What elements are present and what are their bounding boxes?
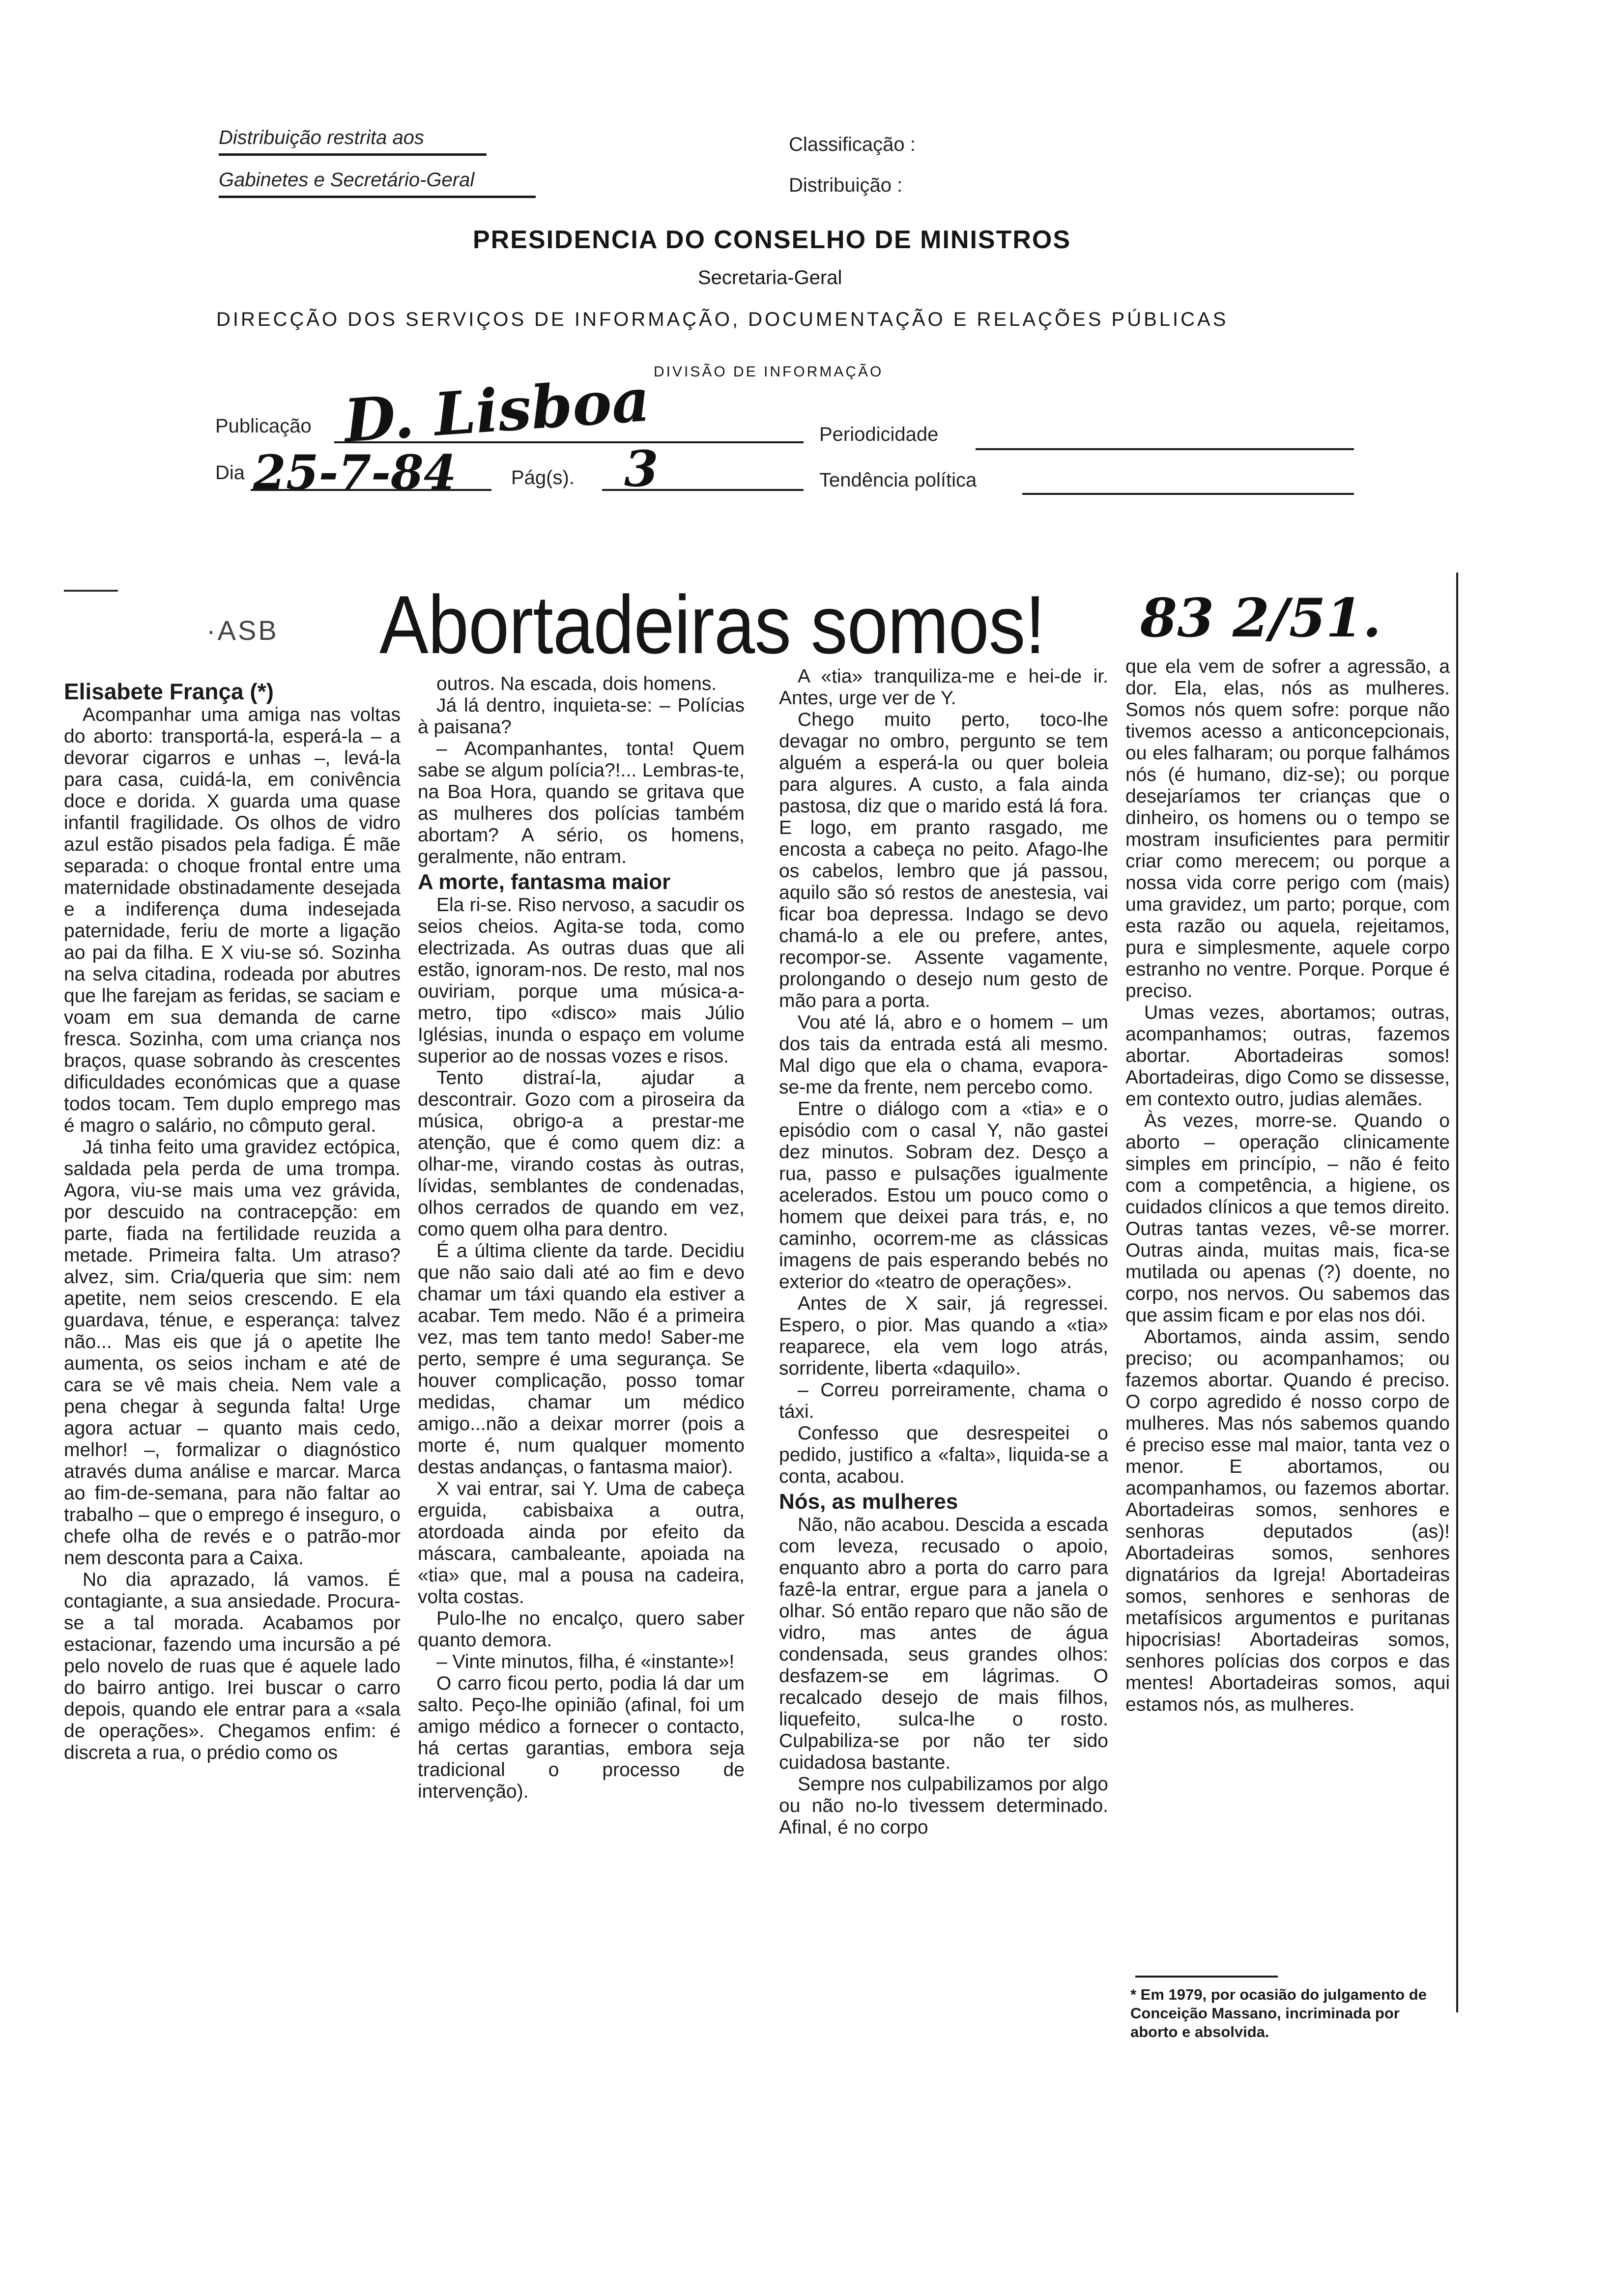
article-paragraph: Pulo-lhe no encalço, quero saber quanto demora. <box>418 1608 745 1651</box>
byline: Elisabete França (*) <box>64 679 274 704</box>
article-paragraph: No dia aprazado, lá vamos. É contagiante, a sua ansiedade. Procura-se a tal morada. Acabamos por estacionar, fazendo uma incursão a pé pelo novelo de ruas que é aquele lado do bairro antigo. Irei buscar o carro depois, quando ele entrar para a «sala de operações». Chegamos enfim: é discreta a rua, o prédio como os <box>64 1569 401 1763</box>
dia-label: Dia <box>215 462 245 484</box>
right-border-rule <box>1456 573 1458 2012</box>
article-paragraph: A «tia» tranquiliza-me e hei-de ir. Antes, urge ver de Y. <box>779 666 1108 709</box>
footnote-rule <box>1135 1976 1278 1978</box>
article-paragraph: Já tinha feito uma gravidez ectópica, saldada pela perda de uma trompa. Agora, viu-se mais uma vez grávida, por descuido na contracepção: em parte, fiada na fertilidade reuzida a metade. Primeira falta. Um atraso? alvez, sim. Cria/queria que sim: nem apetite, nem seios crescendo. E ela guardava, ténue, e esperança: talvez não... Mas eis que já o apetite lhe aumenta, os seios incham e até de cara se vê mais cheia. Nem vale a pena chegar à segunda falta! Urge agora actuar – quanto mais cedo, melhor! –, formalizar o diagnóstico através duma análise e marcar. Marca ao fim-de-semana, para não faltar ao trabalho – que o emprego é inseguro, o chefe olha de revés e o patrão-mor nem desconta para a Caixa. <box>64 1137 401 1569</box>
article-paragraph: Ela ri-se. Riso nervoso, a sacudir os seios cheios. Agita-se toda, como electrizada. As outras duas que ali estão, ignoram-nos. De resto, mal nos ouviriam, porque uma música-a-metro, tipo «disco» mais Júlio Iglésias, inunda o espaço em volume superior ao de nossas vozes e risos. <box>418 894 745 1067</box>
distribuicao-label: Distribuição : <box>789 174 903 196</box>
article-paragraph: Sempre nos culpabilizamos por algo ou não no-lo tivessem determinado. Afinal, é no corpo <box>779 1774 1108 1838</box>
direccao-line: DIRECÇÃO DOS SERVIÇOS DE INFORMAÇÃO, DOCUMENTAÇÃO E RELAÇÕES PÚBLICAS <box>216 309 1229 330</box>
subheading-mulheres: Nós, as mulheres <box>779 1490 958 1514</box>
article-headline: Abortadeiras somos! <box>379 578 1045 671</box>
article-paragraph: Vou até lá, abro e o homem – um dos tais da entrada está ali mesmo. Mal digo que ela o chama, evapora-se-me da frente, nem percebo como. <box>779 1012 1108 1098</box>
distribution-note-line1: Distribuição restrita aos <box>219 127 424 148</box>
distribution-note-line2: Gabinetes e Secretário-Geral <box>219 169 475 191</box>
article-column-2 <box>418 673 745 1803</box>
article-paragraph: É a última cliente da tarde. Decidiu que não saio dali até ao fim e devo chamar um táxi quando ela estiver a acabar. Tem medo. Não é a primeira vez, mas tem tanto medo! Saber-me perto, sempre é uma segurança. Se houver complicação, posso tomar medidas, chamar um médico amigo...não a deixar morrer (pois a morte é, num qualquer momento destas andanças, o fantasma maior). <box>418 1240 745 1478</box>
left-margin-rule <box>64 590 118 592</box>
subheading-morte: A morte, fantasma maior <box>418 870 671 894</box>
article-paragraph: Tento distraí-la, ajudar a descontrair. Gozo com a piroseira da música, obrigo-a a prestar-me atenção, que é como quem diz: a olhar-me, virando costas às outras, lívidas, semblantes de condenadas, olhos cerrados de quando em vez, como quem olha para dentro. <box>418 1067 745 1240</box>
article-column-4 <box>1125 656 1450 1716</box>
archive-handwritten-number: 83 2/51. <box>1140 587 1382 649</box>
article-paragraph: Às vezes, morre-se. Quando o aborto – operação clinicamente simples em princípio, – não é feito com a competência, a higiene, os cuidados clínicos a que temos direito. Outras tantas vezes, vê-se morrer. Outras ainda, muitas mais, fica-se mutilada ou apenas (?) doente, no corpo, nos nervos. Ou sabemos das que assim ficam e por elas nos dói. <box>1125 1110 1450 1326</box>
article-paragraph: Confesso que desrespeitei o pedido, justifico a «falta», liquida-se a conta, acabou. <box>779 1423 1108 1487</box>
secretaria-geral: Secretaria-Geral <box>698 267 842 288</box>
article-paragraph: Umas vezes, abortamos; outras, acompanhamos; outras, fazemos abortar. Abortadeiras somos! Abortadeiras, digo Como se dissesse, em contexto outro, judias alemães. <box>1125 1002 1450 1110</box>
left-margin-mark: ·ASB <box>206 615 279 646</box>
article-paragraph: Já lá dentro, inquieta-se: – Polícias à paisana? <box>418 695 745 738</box>
article-paragraph: X vai entrar, sai Y. Uma de cabeça erguida, cabisbaixa a outra, atordoada ainda por efeito da máscara, cambaleante, apoiada na «tia» que, mal a pousa na cadeira, volta costas. <box>418 1478 745 1607</box>
article-paragraph: Chego muito perto, toco-lhe devagar no ombro, pergunto se tem alguém a esperá-la ou quer boleia para algures. A custo, a fala ainda pastosa, diz que o marido está lá fora. E logo, em pranto rasgado, me encosta a cabeça no peito. Afago-lhe os cabelos, lembro que já passou, aquilo são só restos de anestesia, vai ficar boa depressa. Indago se devo chamá-lo a ele ou prefere, antes, recompor-se. Assente vagamente, prolongando o desejo num gesto de mão para a porta. <box>779 709 1108 1011</box>
article-column-3 <box>779 666 1108 1838</box>
pags-label: Pág(s). <box>511 467 575 488</box>
publicacao-handwritten: D. Lisboa <box>342 365 652 456</box>
distribution-rule-2 <box>219 196 536 198</box>
article-paragraph: Abortamos, ainda assim, sendo preciso; ou acompanhamos; ou fazemos abortar. Quando é preciso. O corpo agredido é nosso corpo de mulheres. Mas nós sabemos quando é preciso esse mal maior, tanta vez o menor. E abortamos, ou acompanhamos, ou fazemos abortar. Abortadeiras somos, senhores e senhoras deputados (as)! Abortadeiras somos, senhores dignatários da Igreja! Abortadeiras somos, senhores e senhoras de metafísicos argumentos e puritanas hipocrisias! Abortadeiras somos, senhores polícias dos corpos e das mentes! Abortadeiras somos, aqui estamos nós, as mulheres. <box>1125 1326 1450 1715</box>
periodicidade-label: Periodicidade <box>819 424 939 445</box>
article-paragraph: outros. Na escada, dois homens. <box>436 673 717 694</box>
article-column-1 <box>64 681 401 1764</box>
pags-handwritten: 3 <box>624 440 659 498</box>
classificacao-label: Classificação : <box>789 134 916 155</box>
periodicidade-line <box>976 448 1354 450</box>
article-paragraph: – Vinte minutos, filha, é «instante»! <box>436 1651 735 1672</box>
article-paragraph: Entre o diálogo com a «tia» e o episódio com o casal Y, não gastei dez minutos. Sobram dez. Desço a rua, passo e pulsações igualmente acelerados. Estou um pouco como o homem que deixei para trás, e, no caminho, ocorrem-me as clássicas imagens de pais esperando bebés no exterior do «teatro de operações». <box>779 1098 1108 1292</box>
footnote: * Em 1979, por ocasião do julgamento de Conceição Massano, incriminada por aborto e absolvida. <box>1130 1986 1427 2040</box>
article-paragraph: Acompanhar uma amiga nas voltas do aborto: transportá-la, esperá-la – a devorar cigarros e unhas –, levá-la para casa, cuidá-la, em conivência doce e dorida. X guarda uma quase infantil fragilidade. Os olhos de vidro azul estão pisados pela fadiga. É mãe separada: o choque frontal entre uma maternidade obstinadamente desejada e a indiferença duma indesejada paternidade, feriu de morte a ligação ao pai da filha. E X viu-se só. Sozinha na selva citadina, rodeada por abutres que lhe farejam as feridas, se saciam e voam em sua demanda de carne fresca. Sozinha, com uma criança nos braços, quase sobrando às crescentes dificuldades económicas que a quase todos tocam. Tem duplo emprego mas é magro o salário, no cômputo geral. <box>64 704 401 1136</box>
presidencia-title: PRESIDENCIA DO CONSELHO DE MINISTROS <box>473 226 1071 254</box>
article-paragraph: – Correu porreiramente, chama o táxi. <box>779 1379 1108 1422</box>
article-paragraph: Não, não acabou. Descida a escada com leveza, recusado o apoio, enquanto abro a porta do carro para fazê-la entrar, ergue para a janela o olhar. Só então reparo que não são de vidro, mas antes de água condensada, seus grandes olhos: desfazem-se em lágrimas. O recalcado desejo de mais filhos, liquefeito, sulca-lhe o rosto. Culpabiliza-se por não ter sido cuidadosa bastante. <box>779 1514 1108 1773</box>
article-paragraph: Antes de X sair, já regressei. Espero, o pior. Mas quando a «tia» reaparece, ela vem logo atrás, sorridente, liberta «daquilo». <box>779 1293 1108 1379</box>
tendencia-line <box>1022 493 1354 495</box>
article-paragraph: que ela vem de sofrer a agressão, a dor. Ela, elas, nós as mulheres. Somos nós quem sofre: porque não tivemos acesso a anticoncepcionais, ou eles falharam; ou porque falhámos nós (é humano, diz-se); ou porque desejaríamos ter crianças que o dinheiro, os homens ou o tempo se mostram insuficientes para permitir criar como merecem; ou porque a nossa vida corre perigo com (mais) uma gravidez, um parto; porque, com esta razão ou aquela, rejeitamos, pura e simplesmente, aquele corpo estranho no ventre. Porque. Porque é preciso. <box>1125 656 1450 1002</box>
article-paragraph: O carro ficou perto, podia lá dar um salto. Peço-lhe opinião (afinal, foi um amigo médico a fornecer o contacto, há certas garantias, embora seja tradicional o processo de intervenção). <box>418 1673 745 1802</box>
publicacao-label: Publicação <box>215 415 312 437</box>
dia-handwritten: 25-7-84 <box>253 445 457 500</box>
article-paragraph: – Acompanhantes, tonta! Quem sabe se algum polícia?!... Lembras-te, na Boa Hora, quando se gritava que as mulheres dos polícias também abortam? A sério, os homens, geralmente, não entram. <box>418 738 745 867</box>
distribution-rule-1 <box>219 153 487 156</box>
tendencia-label: Tendência política <box>819 469 977 491</box>
divisao-line: DIVISÃO DE INFORMAÇÃO <box>654 364 884 380</box>
